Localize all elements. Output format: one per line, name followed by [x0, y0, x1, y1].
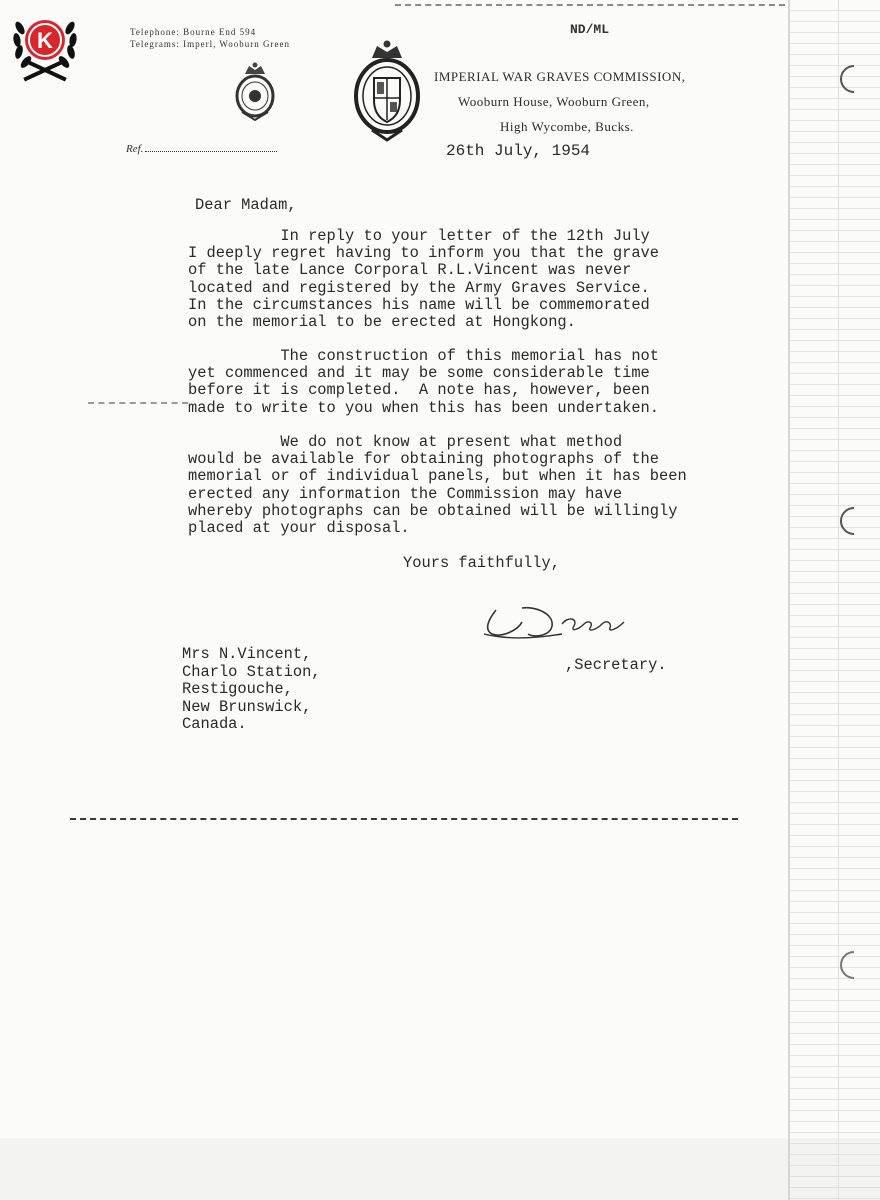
- salutation: Dear Madam,: [195, 196, 297, 214]
- ledger-lines: [790, 0, 880, 1200]
- handwritten-signature: [478, 600, 658, 644]
- organisation-address-line1: Wooburn House, Wooburn Green,: [458, 94, 650, 109]
- telegrams: Telegrams: Imperl, Wooburn Green: [130, 39, 290, 49]
- punch-hole-icon: [832, 62, 862, 96]
- k-logo-letter: K: [37, 28, 53, 53]
- k-laurel-logo: [10, 6, 80, 82]
- top-dashed-rule: [395, 4, 785, 6]
- reference-code: ND/ML: [570, 22, 610, 37]
- ref-label: Ref.: [126, 143, 144, 155]
- contact-block: [130, 26, 290, 50]
- letter-date: 26th July, 1954: [446, 142, 591, 160]
- scanner-margin: [0, 1138, 880, 1200]
- signatory-title: ,Secretary.: [565, 656, 667, 674]
- organisation-block: [434, 64, 685, 139]
- recipient-address: Mrs N.Vincent, Charlo Station, Restigouche, New Brunswick, Canada.: [182, 645, 321, 734]
- fold-line: [70, 818, 738, 820]
- ledger-margin-line: [838, 0, 839, 1200]
- organisation-address-line2: High Wycombe, Bucks.: [500, 119, 634, 134]
- paragraph-3: We do not know at present what method would be available for obtaining photographs of the memorial or of individual panels, but when it has been erected any information the Commission may have whereby photographs can be obtained will be willingly placed at your disposal.: [188, 433, 687, 538]
- organisation-name: IMPERIAL WAR GRAVES COMMISSION,: [434, 69, 686, 84]
- paragraph-1: In reply to your letter of the 12th July I deeply regret having to inform you that the grave of the late Lance Corporal R.L.Vincent was never located and registered by the Army Graves Service. In the circumstances his name will be commemorated on the memorial to be erected at Hongkong.: [188, 227, 660, 332]
- royal-arms-emblem-icon: [352, 38, 422, 142]
- closing: Yours faithfully,: [403, 554, 561, 572]
- punch-hole-icon: [832, 948, 862, 982]
- paragraph-2: The construction of this memorial has not yet commenced and it may be some considerable time before it is completed. A note has, however, been made to write to you when this has been undertaken.: [188, 347, 660, 417]
- telephone: Telephone: Bourne End 594: [130, 27, 257, 37]
- margin-mark: [88, 402, 188, 404]
- ref-dotted-line: [145, 142, 277, 152]
- punch-hole-icon: [832, 504, 862, 538]
- garter-badge-icon: [232, 60, 278, 122]
- ref-field: [126, 142, 277, 155]
